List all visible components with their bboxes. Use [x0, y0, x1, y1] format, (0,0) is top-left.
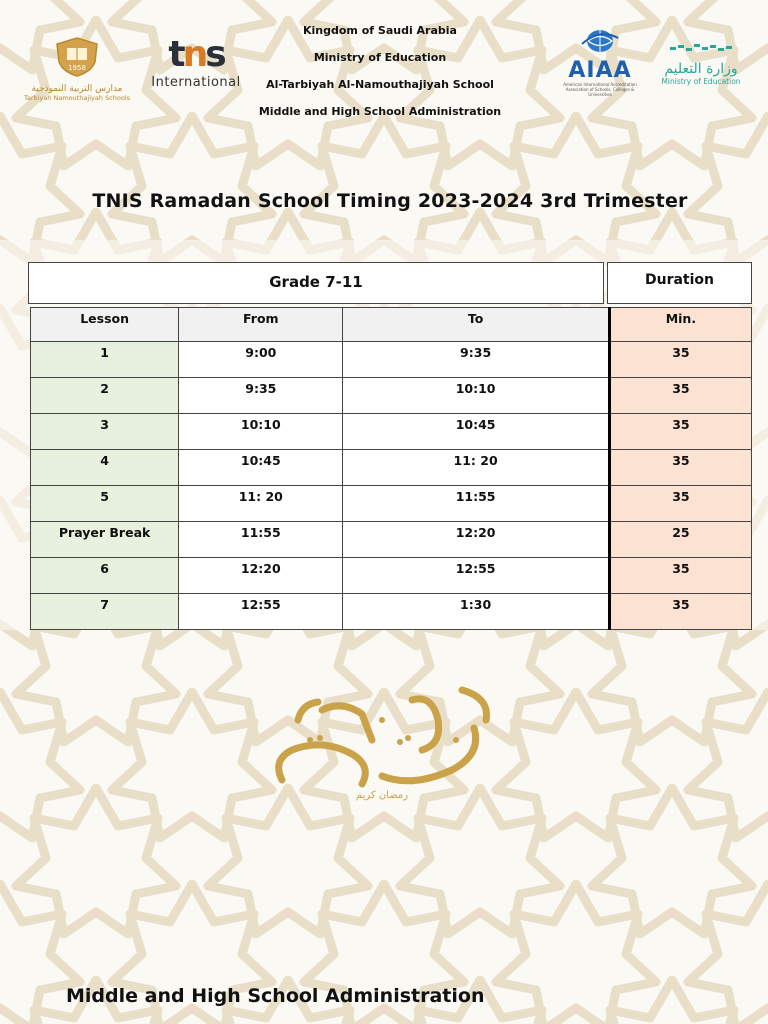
footer-administration: Middle and High School Administration — [66, 985, 485, 1007]
table-row — [31, 414, 752, 450]
timing-table — [30, 307, 752, 630]
tnis-international-logo — [146, 36, 246, 96]
tarbiyah-arabic-name: مدارس التربية النموذجية — [31, 84, 123, 94]
minutes-cell: 25 — [609, 522, 751, 558]
ramadan-kareem-calligraphy — [262, 680, 502, 804]
tnis-subtitle: International — [151, 75, 241, 90]
grade-heading: Grade 7-11 — [28, 262, 604, 304]
from-cell: 12:55 — [179, 594, 343, 630]
table-row — [31, 486, 752, 522]
to-cell: 9:35 — [343, 342, 609, 378]
from-cell: 11:55 — [179, 522, 343, 558]
column-header-from: From — [179, 308, 343, 342]
lesson-cell: 5 — [31, 486, 179, 522]
from-cell: 10:10 — [179, 414, 343, 450]
table-row — [31, 522, 752, 558]
header-line-school: Al-Tarbiyah Al-Namouthajiyah School — [266, 78, 494, 91]
column-header-lesson: Lesson — [31, 308, 179, 342]
to-cell: 10:10 — [343, 378, 609, 414]
tnis-mark-s: s — [205, 34, 224, 75]
minutes-cell: 35 — [609, 378, 751, 414]
minutes-cell: 35 — [609, 594, 751, 630]
moe-english-name: Ministry of Education — [661, 77, 741, 86]
tnis-mark-t: t — [168, 34, 183, 75]
page-title: TNIS Ramadan School Timing 2023-2024 3rd Trimester — [92, 190, 688, 212]
globe-icon — [580, 28, 620, 54]
from-cell: 12:20 — [179, 558, 343, 594]
tarbiyah-english-name: Tarbiyah Namouthajiyah Schools — [23, 94, 130, 102]
minutes-cell: 35 — [609, 450, 751, 486]
table-row — [31, 450, 752, 486]
lesson-cell: Prayer Break — [31, 522, 179, 558]
aiaa-tagline: American International Accreditation Association of Schools, Colleges & Universities — [563, 82, 637, 97]
to-cell: 11: 20 — [343, 450, 609, 486]
from-cell: 11: 20 — [179, 486, 343, 522]
header-line-kingdom: Kingdom of Saudi Arabia — [303, 24, 457, 37]
minutes-cell: 35 — [609, 414, 751, 450]
tarbiyah-year: 1958 — [68, 64, 86, 72]
lesson-cell: 2 — [31, 378, 179, 414]
to-cell: 11:55 — [343, 486, 609, 522]
tnis-mark — [146, 36, 246, 74]
moe-arabic-name: وزارة التعليم — [664, 61, 738, 77]
to-cell: 10:45 — [343, 414, 609, 450]
from-cell: 9:00 — [179, 342, 343, 378]
table-row — [31, 342, 752, 378]
aiaa-accreditation-logo — [555, 28, 645, 97]
header-line-ministry: Ministry of Education — [313, 51, 447, 64]
duration-heading: Duration — [607, 262, 752, 304]
table-header-row — [31, 308, 752, 342]
lesson-cell: 4 — [31, 450, 179, 486]
table-row — [31, 558, 752, 594]
tnis-mark-n: n — [182, 34, 206, 75]
header-text-block — [230, 22, 530, 130]
tarbiyah-schools-logo — [22, 36, 132, 102]
lesson-cell: 1 — [31, 342, 179, 378]
column-header-to: To — [343, 308, 609, 342]
header-line-administration: Middle and High School Administration — [258, 105, 502, 118]
lesson-cell: 7 — [31, 594, 179, 630]
aiaa-wordmark: AIAA — [568, 58, 632, 83]
table-row — [31, 378, 752, 414]
ministry-of-education-logo — [650, 40, 752, 86]
from-cell: 9:35 — [179, 378, 343, 414]
to-cell: 12:55 — [343, 558, 609, 594]
from-cell: 10:45 — [179, 450, 343, 486]
tarbiyah-crest-icon — [51, 36, 103, 78]
moe-dots-icon — [666, 41, 736, 55]
minutes-cell: 35 — [609, 558, 751, 594]
to-cell: 1:30 — [343, 594, 609, 630]
table-row — [31, 594, 752, 630]
lesson-cell: 6 — [31, 558, 179, 594]
minutes-cell: 35 — [609, 486, 751, 522]
column-header-minutes: Min. — [609, 308, 751, 342]
calligraphy-text: رمضان كريم — [355, 790, 409, 801]
lesson-cell: 3 — [31, 414, 179, 450]
to-cell: 12:20 — [343, 522, 609, 558]
minutes-cell: 35 — [609, 342, 751, 378]
timing-table-container — [28, 262, 752, 614]
